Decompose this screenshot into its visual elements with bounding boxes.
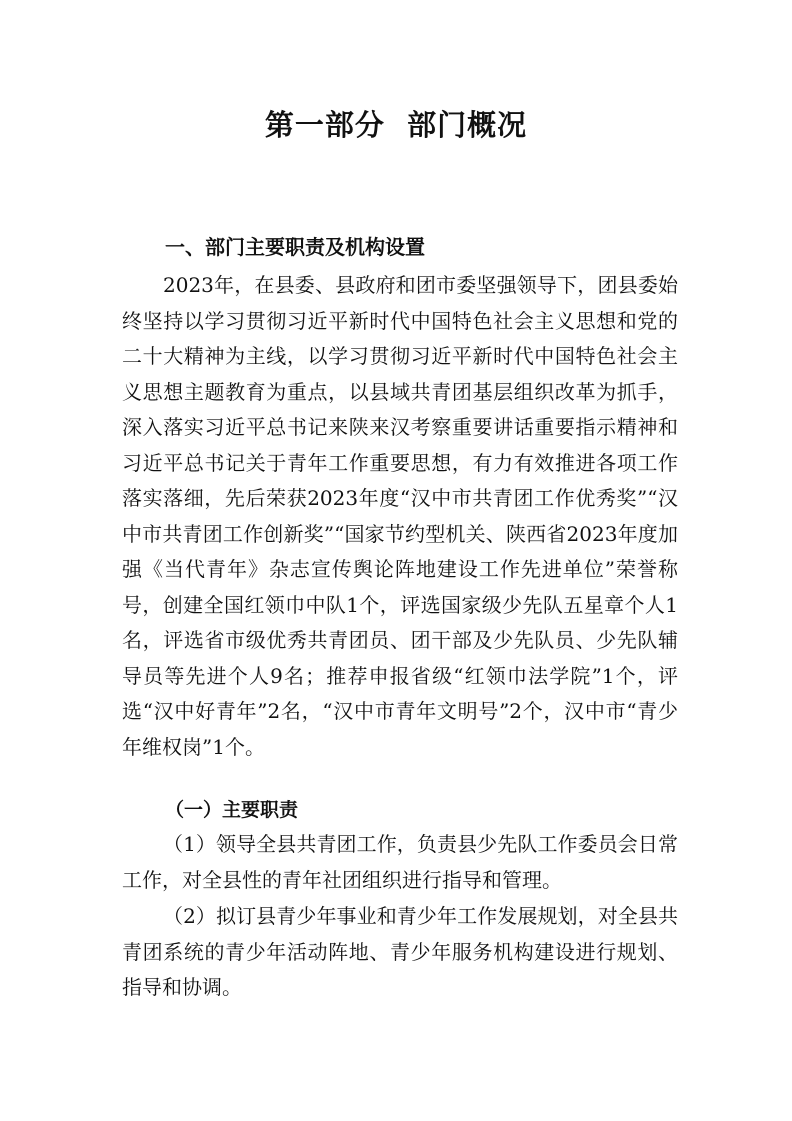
duty-paragraph-1: （1）领导全县共青团工作，负责县少先队工作委员会日常工作，对全县性的青年社团组织进行指导和管理。 [122,832,678,892]
duty-paragraph-2: （2）拟订县青少年事业和青少年工作发展规划，对全县共青团系统的青少年活动阵地、青少年服务机构建设进行规划、指导和协调。 [122,904,678,999]
page-title: 第一部分 部门概况 [264,108,528,142]
intro-paragraph: 2023年，在县委、县政府和团市委坚强领导下，团县委始终坚持以学习贯彻习近平新时代中国特色社会主义思想和党的二十大精神为主线，以学习贯彻习近平新时代中国特色社会主义思想主题教育为重点，以县域共青团基层组织改革为抓手，深入落实习近平总书记来陕来汉考察重要讲话重要指示精神和习近平总书记关于青年工作重要思想，有力有效推进各项工作落实落细，先后荣获2023年度“汉中市共青团工作优秀奖”“汉中市共青团工作创新奖”“国家节约型机关、陕西省2023年度加强《当代青年》杂志宣传舆论阵地建设工作先进单位”荣誉称号，创建全国红领巾中队1个，评选国家级少先队五星章个人1名，评选省市级优秀共青团员、团干部及少先队员、少先队辅导员等先进个人9名；推荐申报省级“红领巾法学院”1个，评选“汉中好青年”2名，“汉中市青年文明号”2个，汉中市“青少年维权岗”1个。 [122,273,678,759]
subsection-heading: （一）主要职责 [165,799,299,821]
section-heading: 一、部门主要职责及机构设置 [165,235,425,259]
